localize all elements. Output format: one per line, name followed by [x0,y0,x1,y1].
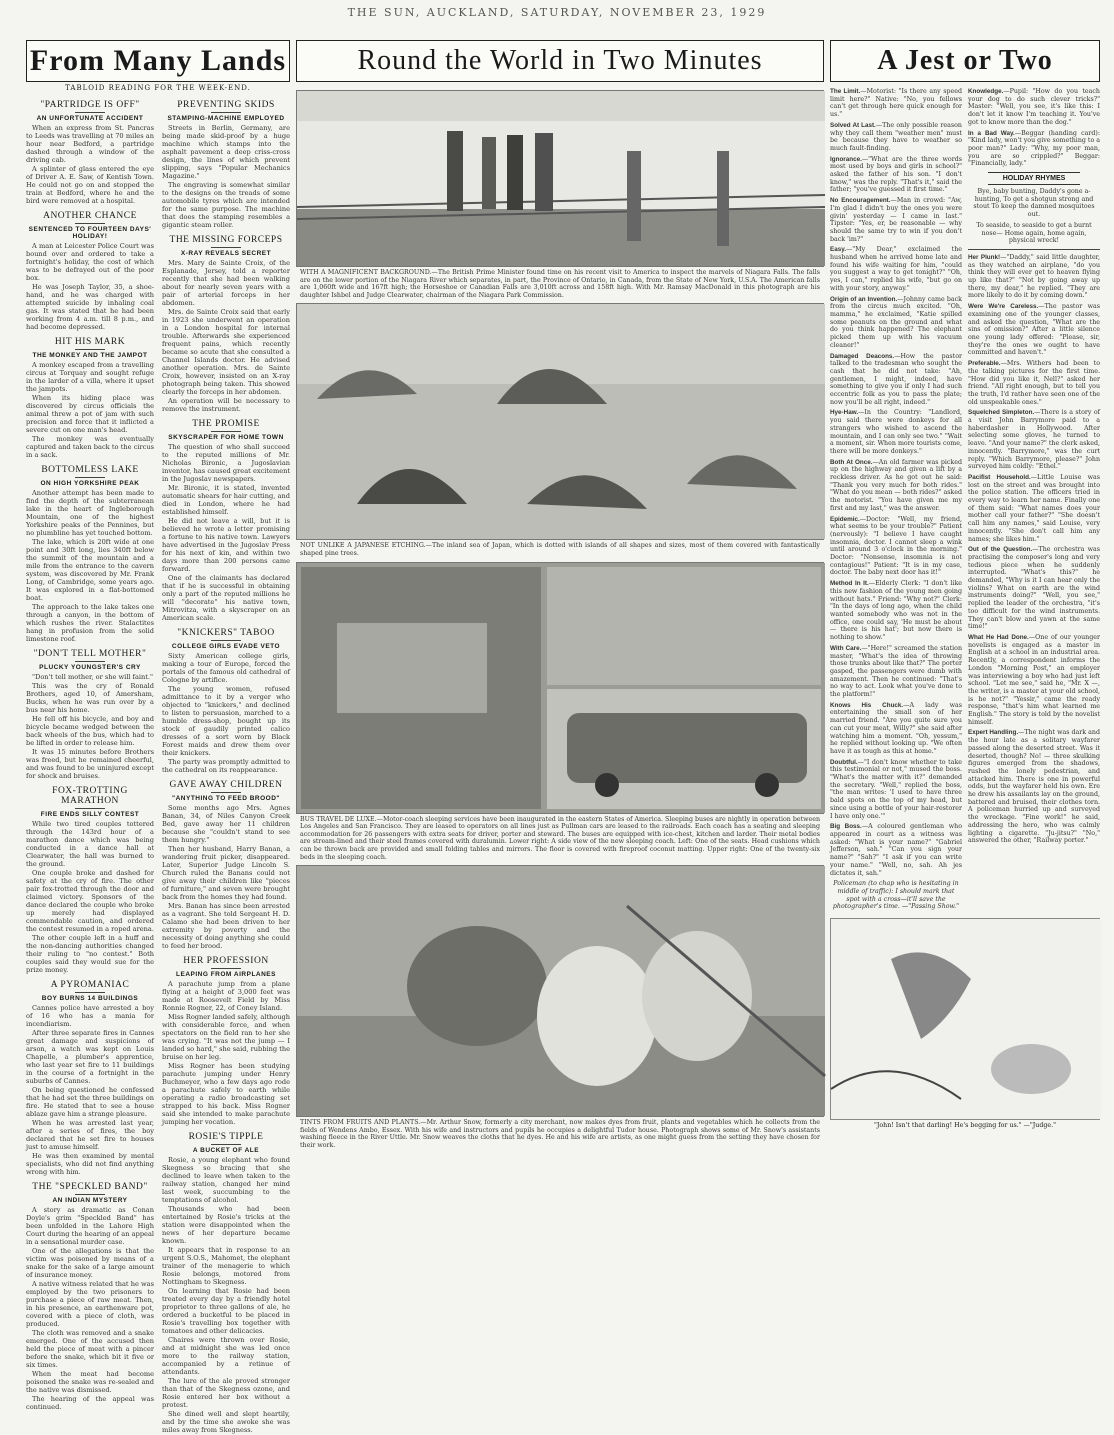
jest-item [968,409,1100,471]
jest-lead: Out of the Question. [968,546,1033,554]
article-paragraph: On learning that Rosie had been treated every day by a friendly hotel proprietor to three gallons of ale, he ordered a bucketful to be placed in Rosie's travelling box together with tomatoes and other delicacies. [162,1287,290,1335]
jest-item [830,353,962,407]
article-paragraph: While two tired couples tottered through the 143rd hour of a marathon dance which was being conducted in a dance hall at Clearwater, the hall was burned to the ground. [26,820,154,868]
article-paragraph: Then her husband, Harry Banan, a wandering fruit picker, disappeared. Later, Superior Judge Lincoln S. Church ruled the Banans could not give away their children like "pieces of furniture," and seven were brought back from the homes they had found. [162,845,290,901]
jest-text: —Pupil: "How do you teach your dog to do such clever tricks?" Master: "Well, you see, it's like this: I don't let it know I'm teaching it. You've got to know more than the dog." [968,88,1100,126]
jest-text: —"Here!" screamed the station master, "What's the idea of throwing those trunks about like that?" The porter gasped, the passengers were dumb with amazement. Then he continued: "That's no way to act. Look what you've done to the platform!" [830,644,962,699]
article-paragraph: One couple broke and dashed for safety at the cry of fire. The other pair fox-trotted through the door and claimed victory. Sponsors of the dance declared the couple who broke up merely had displayed commendable caution, and ordered the contest resumed in a roped arena. [26,869,154,933]
jest-column-b [968,88,1100,914]
section-title: A Jest or Two [830,40,1100,82]
jest-item [968,130,1100,169]
article-paragraph: Chaires were thrown over Rosie, and at midnight she was led once more to the railway station, accompanied by a retinue of attendants. [162,1336,290,1376]
article-paragraph: When its hiding place was discovered by circus officials the animal threw a pot of jam with such precision and force that it inflicted a severe cut on one man's head. [26,394,154,434]
japan-scene [297,304,825,539]
article-paragraph: Mrs. de Sainte Croix said that early in 1923 she underwent an operation in a London hospital for internal trouble. Afterwards she experienced frequent pains, which recently became so acute that she consulted a Channel Islands doctor. He advised another operation. Mrs. de Sainte Croix, however, insisted on an X-ray photograph being taken. This showed clearly the forceps in her abdomen. [162,308,290,396]
article-headline: PREVENTING SKIDS [177,100,275,110]
article-paragraph: A splinter of glass entered the eye of Driver A. E. Saw, of Kentish Town. He could not go on and stopped the train at Bedford, where he and the bird were removed at a hospital. [26,165,154,205]
article [162,628,290,774]
article-headline: BOTTOMLESS LAKE [41,465,139,475]
article-headline: GAVE AWAY CHILDREN [169,780,283,790]
article-headline: FOX-TROTTING MARATHON [52,786,128,806]
jest-lead: Preferable. [968,360,1001,368]
jest-text: —The night was dark and the hour late as a solitary wayfarer passed along the deserted street. Was it deserted, though? No! — three skulking figures emerged from the shadows, rushed the lonely pedestrian, and attacked him. There is one in powerful odds, but the wayfarer held his own. Ere he drew his assailants lay on the ground, battered and bruised, their clothes torn. A policeman hurried up and surveyed the wreckage. "Fine work!" he said, addressing the hero, who was calmly lighting a cigarette. "Ju-jitsu?" "No," answered the other, "Railway porter." [968,729,1100,845]
article-paragraph: Miss Rogner landed safely, although with considerable force, and when spectators on the field ran to her she was crying. "It was not the jump — I landed so hard," she said, rubbing the bruise on her leg. [162,1013,290,1061]
article [26,786,154,974]
dog-cartoon-caption: "John! Isn't that darling! He's begging for us." —"Judge." [873,1122,1057,1130]
dog-cartoon-drawing [831,919,1101,1119]
jest-lead: Easy. [830,246,846,254]
jest-text: —Beggar (handing card): "Kind lady, won't you give something to a poor man?" Lady: "Why, my poor man, you are so crippled?" Beggar: "Financially, lady." [968,129,1100,168]
jest-lead: Expert Handling. [968,729,1019,737]
jest-item [830,88,962,119]
article-paragraph: Mr. Bironic, it is stated, invented automatic shears for hair cutting, and died in London, where he had established himself. [162,484,290,516]
article [162,100,290,229]
jest-item [830,823,962,877]
bus-scene [297,563,825,813]
article [162,1132,290,1434]
section-title: Round the World in Two Minutes [296,40,824,82]
article-paragraph: After three separate fires in Cannes great damage and suspicions of arson, a watch was kept on Louis Chapelle, a plumber's apprentice, who last year set fire to 11 buildings in the course of a fortnight in the suburbs of Cannes. [26,1029,154,1085]
jest-item [830,156,962,195]
article-paragraph: Rosie, a young elephant who found Skegness so bracing that she declined to leave when taken to the railway station, changed her mind last week, succumbing to the temptations of alcohol. [162,1156,290,1204]
dyes-photo [296,865,824,1117]
jest-text: —How the pastor talked to the tradesman who sought the cash that he did not take: "Ah, gentlemen, I might, indeed, have something to give you if only I had such eccentric folk as you to pass the plate; now you'll be all right, indeed." [830,352,962,406]
jest-lead: Ignorance. [830,155,862,163]
article-paragraph: He did not leave a will, but it is believed he wrote a letter promising a fortune to his native town. Lawyers have advertised in the Jugoslav Press for his next of kin, and within two days more than 200 persons came forward. [162,517,290,573]
jest-lead: Were We're Careless. [968,303,1039,311]
jest-lead: Squelched Simpleton. [968,409,1035,417]
jest-item [968,634,1100,726]
article [26,211,154,331]
jest-item [830,197,962,243]
article-paragraph: Cannes police have arrested a boy of 16 who has a mania for incendiarism. [26,1004,154,1028]
jest-lead: Epidemic. [830,515,860,523]
section-subtitle: TABLOID READING FOR THE WEEK-END. [65,84,251,92]
jest-text: —Mrs. Withers had been to the talking pictures for the first time. "How did you like it, Nell?" asked her friend. "All right enough, but to tell you the truth, I'd rather have seen one of the old unspeakable ones." [968,360,1100,406]
article-subhead: AN UNFORTUNATE ACCIDENT [26,112,154,122]
jest-lead: Solved At Last. [830,121,876,129]
jest-item [830,645,962,699]
article-paragraph: A man at Leicester Police Court was bound over and ordered to take a fortnight's holiday, the cost of which was to be defrayed out of the poor box. [26,242,154,282]
article-subhead: SKYSCRAPER FOR HOME TOWN [162,431,290,441]
jest-item [830,759,962,821]
jest-text: —"What are the three words most used by boys and girls in school?" asked the father of his son. "I don't know," was the reply. "That's it," said the father; "you've guessed it first time." [830,155,962,194]
traffic-cartoon-caption: Policeman (to chap who is hesitating in middle of traffic): I should mark that spot with a cross—it'll save the photographer's time. —"Passing Show." [832,880,960,911]
article-subhead: PLUCKY YOUNGSTER'S CRY [26,661,154,671]
article-paragraph: Another attempt has been made to find the depth of the subterranean lake in the heart of Ingleborough Mountain, one of the highest Yorkshire peaks of the Pennines, but no plumbline has yet touched bottom. [26,489,154,537]
divider [968,249,1100,250]
article-subhead: "ANYTHING TO FEED BROOD" [162,792,290,802]
article-paragraph: One of the allegations is that the victim was poisoned by means of a snake for the sake of a large amount of insurance money. [26,1247,154,1279]
from-many-lands-section [26,40,290,1434]
jest-text: —One of our younger novelists is engaged as a master in English at a school in an industrial area. Recently, a correspondent informs the London "Morning Post," an employer was interviewing a boy who had just left school. "Let me see," said he, "Mr. X —, the writer, is a master at your old school, is he not?" "Yessir," came the ready response, "that's him what learned me English." The story is told by the novelist himself. [968,634,1100,726]
jest-lead: What He Had Done. [968,634,1029,641]
article-paragraph: This was the cry of Ronald Brothers, aged 10, of Amersham, Bucks, when he was run over by a bus near his home. [26,682,154,714]
jest-text: —Johnny came back from the circus much excited. "Oh, mamma," he exclaimed, "Katie spilled some peanuts on the ground and what do you think happened? The elephant picked them up with his vacuum cleaner!" [830,295,962,349]
jest-lead: Origin of an Invention. [830,295,898,303]
article-paragraph: The lure of the ale proved stronger than that of the Skegness ozone, and Rosie entered her box without a protest. [162,1377,290,1409]
article-column-b [162,94,290,1435]
article-paragraph: One of the claimants has declared that if he is successful in obtaining only a part of the reputed millions he will "decorate" his native town, Mitrovitza, with a skyscraper on an American scale. [162,574,290,622]
article-paragraph: He fell off his bicycle, and boy and bicycle became wedged between the back wheels of the bus, which had to be lifted in order to release him. [26,715,154,747]
jest-item [830,459,962,513]
article-paragraph: She dined well and slept heartily, and by the time she awoke she was miles away from Skegness. [162,1410,290,1434]
article-paragraph: Thousands who had been entertained by Rosie's tricks at the station were disappointed when the news of her departure became known. [162,1205,290,1245]
section-title: From Many Lands [26,40,290,82]
article-paragraph: The monkey was eventually captured and taken back to the circus in a sack. [26,435,154,459]
article-headline: "DON'T TELL MOTHER" [33,649,147,659]
japan-caption: NOT UNLIKE A JAPANESE ETCHING.—The inland sea of Japan, which is dotted with islands of all shapes and sizes, most of them covered with fantastically shaped pine trees. [300,542,820,557]
bus-caption: BUS TRAVEL DE LUXE.—Motor-coach sleeping services have been inaugurated in the eastern States of America. Sleeping buses are nightly in operation between Los Angeles and San Francisco. They are leased to operators on all lines just as Pullman cars are leased to the railroads. Each coach has a seating and sleeping accommodation for 26 passengers with extra seats for driver, porter and steward. The buses are equipped with ice-chest, kitchen and larder. Their metal bodies are stream-lined and their steel frames covered with duralumin. Lower right: A side view of the new sleeping coach. Left: One of the seats. Head cushions which can be thrown back are provided and small folding tables and mirrors. The floor is covered with fireproof coconut matting. Upper right: One of the twenty-six beds in the sleeping coach. [300,815,820,861]
jest-item [968,303,1100,357]
jest-text: —A lady was entertaining the small son of her married friend. "Are you quite sure you can cut your meat, Willy?" she said after watching him a moment. "Oh, yessum," he replied without looking up. "We often have it as tough as this at home." [830,701,962,755]
article-columns [26,94,290,1435]
jest-item [968,474,1100,543]
article-paragraph: It was 15 minutes before Brothers was freed, but he remained cheerful, and was found to be uninjured except for shock and bruises. [26,748,154,780]
jest-item [830,246,962,292]
article-paragraph: A monkey escaped from a travelling circus at Torquay and sought refuge in the larder of a villa, where it upset the jampots. [26,361,154,393]
article-paragraph: An operation will be necessary to remove the instrument. [162,397,290,413]
jest-item [968,88,1100,127]
article-headline: ROSIE'S TIPPLE [188,1132,264,1142]
article [26,337,154,459]
article-headline: A PYROMANIAC [50,980,130,990]
article-paragraph: "Don't tell mother, or she will faint." [32,673,154,681]
jest-text: —"I don't know whether to take this testimonial or not," mused the boss. "What's the matter with it?" demanded the secretary. "Well," replied the boss, "the man writes: 'I used to have three bald spots on the top of my head, but since using a bottle of your hair-restorer I have only one.'" [830,758,962,820]
article-headline: HIT HIS MARK [54,337,126,347]
article-paragraph: Sixty American college girls, making a tour of Europe, forced the portals of the famous old cathedral of Cologne by artifice. [162,652,290,684]
niagara-photo [296,90,824,267]
jest-lead: No Encouragement. [830,197,891,205]
article-subhead: LEAPING FROM AIRPLANES [162,968,290,978]
article-paragraph: Streets in Berlin, Germany, are being made skid-proof by a huge machine which stamps into the asphalt pavement a deep criss-cross design, the lines of which prevent slipping, says "Popular Mechanics Magazine." [162,124,290,180]
jest-item [830,516,962,578]
article-paragraph: It appears that in response to an urgent S.O.S., Mahomet, the elephant trainer of the menagerie to which Rosie belongs, motored from Nottingham to Skegness. [162,1246,290,1286]
article-paragraph: A native witness related that he was employed by the two prisoners to purchase a piece of raw meat. Then, in his presence, an earthenware pot, covered with a piece of cloth, was produced. [26,1280,154,1328]
jest-lead: Knowledge. [968,88,1004,95]
article-paragraph: He was Joseph Taylor, 35, a shoe-hand, and he was charged with attempted suicide by inhaling coal gas. It was stated that he had been working from 4 a.m. till 8 p.m., and had become depressed. [26,283,154,331]
rhyme-2: To seaside, to seaside to get a burnt nose— Home again, home again, physical wreck! [976,221,1092,245]
dyes-scene [297,866,825,1116]
jest-column-a [830,88,962,914]
jest-lead: The Limit. [830,88,861,95]
jest-group-1 [968,88,1100,168]
niagara-scene [297,91,825,266]
article-subhead: COLLEGE GIRLS EVADE VETO [162,640,290,650]
article-headline: "PARTRIDGE IS OFF" [40,100,140,110]
article-paragraph: The engraving is somewhat similar to the designs on the treads of some automobile tyres which are intended for the same purpose. The machine that does the stamping resembles a gigantic steam roller. [162,181,290,229]
jest-text: —Man in crowd: "Aw, I'm glad I didn't buy the ones you were givin' yesterday — I came in last." Tipster: "Yes, er, be reasonable — why should the same try to win if you don't back 'im?" [830,197,962,243]
niagara-caption: WITH A MAGNIFICENT BACKGROUND.—The British Prime Minister found time on his recent visit to America to inspect the marvels of Niagara Falls. The falls are on the lower portion of the Niagara River which separates, in part, the Province of Ontario, in Canada, from the State of New York, U.S.A. The American falls are 1,060ft wide and 167ft high; the Horseshoe or Canadian Falls are 3,010ft across and 158ft high. With Mr. Ramsay MacDonald in this photograph are his daughter Ishbel and Judge Clearwater, chairman of the Niagara Park Commission. [300,269,820,299]
rhyme-1: Bye, baby bunting, Daddy's gone a-hunting, To get a shotgun strong and stout To keep the damned mosquitoes out. [973,188,1095,219]
jest-lead: Both At Once. [830,458,873,466]
jest-lead: Knows His Chuck. [830,701,904,709]
article [26,980,154,1176]
jest-text: —The only possible reason why they call them "weather men" must be because they have to weather so much fault-finding. [830,121,962,152]
article-headline: ANOTHER CHANCE [43,211,137,221]
article-subhead: A BUCKET OF ALE [162,1144,290,1154]
jest-lead: Hye-Haw. [830,409,859,417]
jest-section [830,40,1100,1230]
article [162,780,290,950]
rhymes-title: HOLIDAY RHYMES [968,172,1100,185]
article-headline: THE MISSING FORCEPS [169,235,283,245]
article-paragraph: He was then examined by mental specialists, who did not find anything wrong with him. [26,1152,154,1176]
article-paragraph: Mrs. Banan has since been arrested as a vagrant. She told Sergeant H. D. Calamo she had been driven to her extremity by poverty and the necessity of doing anything she could to feed her brood. [162,902,290,950]
article-paragraph: The approach to the lake takes one through a canyon, in the bottom of which rushes the river. Stalactites hang in profusion from the solid limestone roof. [26,603,154,643]
jest-item [830,122,962,153]
article [162,235,290,413]
jest-text: —A coloured gentleman who appeared in court as a witness was asked: "What is your name?" "Gabriel Jefferson, sah." "Can you sign your name?" "Sah?" "I ask if you can write your name." "Well, no, sah. Ah jes dictates it, sah." [830,823,962,877]
article-subhead: AN INDIAN MYSTERY [26,1194,154,1204]
jest-lead: Method In It. [830,580,869,588]
jest-item [968,546,1100,631]
article-paragraph: A story as dramatic as Conan Doyle's grim "Speckled Band" has been unfolded in the Lahore High Court during the hearing of an appeal in a sensational murder case. [26,1206,154,1246]
dyes-caption: TINTS FROM FRUITS AND PLANTS.—Mr. Arthur Snow, formerly a city merchant, now makes dyes from fruit, plants and vegetables which he collects from the fields of Wendens Ambo, Essex. With his wife and instructors and pupils he occupies a delightful Tudor house. Photograph shows some of Mr. Snow's assistants washing fleece in the River Uttle. Mr. Snow weaves the cloths that he dyes. He and his wife are artists, as one might guess from the setting they have chosen for their work. [300,1119,820,1149]
article-paragraph: When he was arrested last year, after a series of fires, the boy declared that he set fire to houses just to amuse himself. [26,1119,154,1151]
article [26,100,154,205]
jest-item [830,702,962,756]
article-paragraph: The question of who shall succeed to the reputed millions of Mr. Nicholas Bironic, a Jugoslavian inventor, has caused great excitement in the Jugoslav newspapers. [162,443,290,483]
jest-text: —An old farmer was picked up on the highway and given a lift by a reckless driver. As he got out he said: "Thank you very much for both rides." "What do you mean — both rides?" asked the motorist. "You have given me my first and my last," was the answer. [830,458,963,512]
japan-photo [296,303,824,540]
article-paragraph: Some months ago Mrs. Agnes Banan, 34, of Niles Canyon Creek Bed, gave away her 11 children because she "couldn't stand to see them hungry." [162,804,290,844]
jest-lead: Doubtful. [830,758,858,766]
jest-text: —The pastor was examining one of the younger classes, and asked the question, "What are the sins of omission?" After a little silence one young lady offered: "Please, sir, they're the ones we ought to have committed and haven't." [968,303,1100,357]
jest-item [968,729,1100,845]
jest-lead: Damaged Deacons. [830,352,895,360]
jest-item [830,296,962,350]
jest-item [830,409,962,455]
article-headline: THE "SPECKLED BAND" [32,1182,148,1192]
article-headline: HER PROFESSION [183,956,269,966]
article [26,1182,154,1411]
article-paragraph: When an express from St. Pancras to Leeds was travelling at 70 miles an hour near Bedford, a partridge dashed through a window of the driving cab. [26,124,154,164]
jest-text: —"My Dear," exclaimed the husband when he arrived home late and found his wife waiting for him, "could you suggest a way to get tonight?" "Oh, yes, I can," replied his wife, "but go on with your story, anyway." [830,246,962,292]
jest-text: —Little Louise was lost on the street and was brought into the police station. The officers tried in every way to learn her name. Finally one of them said: "What names does your mother call your father?" "She doesn't call him any names," said Louise, very innocently. "She don't call him any names; she likes him." [968,473,1100,543]
article-subhead: BOY BURNS 14 BUILDINGS [26,992,154,1002]
article-paragraph: The hearing of the appeal was continued. [26,1395,154,1411]
jest-lead: In a Bad Way. [968,129,1015,137]
masthead: THE SUN, AUCKLAND, SATURDAY, NOVEMBER 23, 1929 [347,6,767,19]
jest-group-2 [968,254,1100,845]
jest-lead: Big Boss. [830,823,862,831]
jest-item [968,254,1100,300]
article [162,956,290,1126]
article [26,649,154,780]
article-paragraph: The cloth was removed and a snake emerged. One of the accused then held the piece of meat with a pincer before the snake, which bit it five or six times. [26,1329,154,1369]
jest-lead: Her Plunk! [968,253,1001,261]
article-paragraph: Miss Rogner has been studying parachute jumping under Henry Buchmeyer, who a few days ago rode a parachute safely to earth while operating a radio broadcasting set strapped to his back. Miss Rogner said she intended to make parachute jumping her vocation. [162,1062,290,1126]
jest-item [830,580,962,642]
jest-text: —There is a story of a visit John Barrymore paid to a haberdasher in Hollywood. After selecting some gloves, he turned to leave. "And your name?" the clerk asked, innocently. "Barrymore," was the curt reply. "Which Barrymore, please?" John surveyed him coldly: "Ethel." [968,409,1100,471]
article [26,465,154,643]
article-paragraph: Mrs. Mary de Sainte Croix, of the Esplanade, Jersey, told a reporter recently that she had been walking about for nearly seven years with a pair of arterial forceps in her abdomen. [162,259,290,307]
bus-photos [296,562,824,814]
jest-text: —In the Country: "Landlord, you said there were donkeys for all strangers who wished to ascend the mountain, and I can only see two." "Wait a moment, sir. When more tourists come, there will be more donkeys." [830,409,962,455]
article-paragraph: On being questioned he confessed that he had set the three buildings on fire. He stated that to see a house ablaze gave him a strange pleasure. [26,1086,154,1118]
article-headline: "KNICKERS" TABOO [177,628,275,638]
jest-lead: With Care. [830,644,862,652]
jest-text: —"Daddy," said little daughter, as they watched an airplane, "do you think they will ever get to heaven flying up like that?" "Not by going away up there, my dear," he replied. "They are more likely to do it by coming down." [968,253,1100,300]
jest-lead: Pacifist Household. [968,473,1031,481]
article [162,419,290,622]
article-paragraph: A parachute jump from a plane flying at a height of 3,000 feet was made at Roosevelt Field by Miss Ronnie Rogner, 22, of Coney Island. [162,980,290,1012]
article-subhead: STAMPING-MACHINE EMPLOYED [162,112,290,122]
article-paragraph: When the meat had become poisoned the snake was re-sealed and the native was dismissed. [26,1370,154,1394]
article-paragraph: The other couple left in a huff and the non-dancing authorities changed their ruling to "no contest." Both couples said they would sue for the prize money. [26,934,154,974]
article-subhead: ON HIGH YORKSHIRE PEAK [26,477,154,487]
article-paragraph: The young women, refused admittance to it by a verger who objected to "knickers," and declined to listen to persuasion, marched to a humble dress-shop, bought up its stock of gaudily printed calico dresses of a sort worn by Black Forest maids and drew them over their knickers. [162,685,290,757]
jest-columns [830,88,1100,914]
jest-item [968,360,1100,406]
article-paragraph: The party was promptly admitted to the cathedral on its reappearance. [162,758,290,774]
jest-text: —The orchestra was practising the composer's long and very tedious piece when he suddenly interrupted. "What's this?" he demanded, "Why is it I can hear only the violins? What on earth are the wind instruments doing?" "Well, you see," replied the leader of the orchestra, "it's too difficult for the wind instruments. They can't blow and yawn at the same time!" [968,546,1101,631]
jest-text: —Doctor: "Well, my friend, what seems to be your trouble?" Patient (nervously): "I believe I have caught insomnia, doctor. I cannot sleep a wink until around 3 o'clock in the morning." Doctor: "Nonsense, insomnia is not contagious!" Patient: "It is in my case, doctor. The baby next door has it!" [830,515,962,577]
round-the-world-section [296,40,824,1230]
article-subhead: SENTENCED TO FOURTEEN DAYS' HOLIDAY! [26,223,154,240]
article-subhead: FIRE ENDS SILLY CONTEST [26,808,154,818]
article-headline: THE PROMISE [192,419,260,429]
jest-text: —Elderly Clerk: "I don't like this new fashion of the young men going without hats." Friend: "Why not?" Clerk: "In the days of long ago, when the child wanted somebody who was not in the office, one could say, 'He must be about — there is his hat'; but now there is nothing to show." [830,580,962,642]
dog-cartoon [830,918,1100,1120]
article-subhead: X-RAY REVEALS SECRET [162,247,290,257]
article-subhead: THE MONKEY AND THE JAMPOT [26,349,154,359]
article-column-a [26,94,154,1435]
article-paragraph: The lake, which is 20ft wide at one point and 30ft long, lies 340ft below the summit of the mountain and a mile from the entrance to the cavern system, was discovered by Mr. Frank Long, of Cambridge, some years ago. It was explored in a flat-bottomed boat. [26,538,154,602]
jest-text: —Motorist: "Is there any speed limit here?" Native: "No, you fellows can't get through here quick enough for us." [830,88,962,119]
